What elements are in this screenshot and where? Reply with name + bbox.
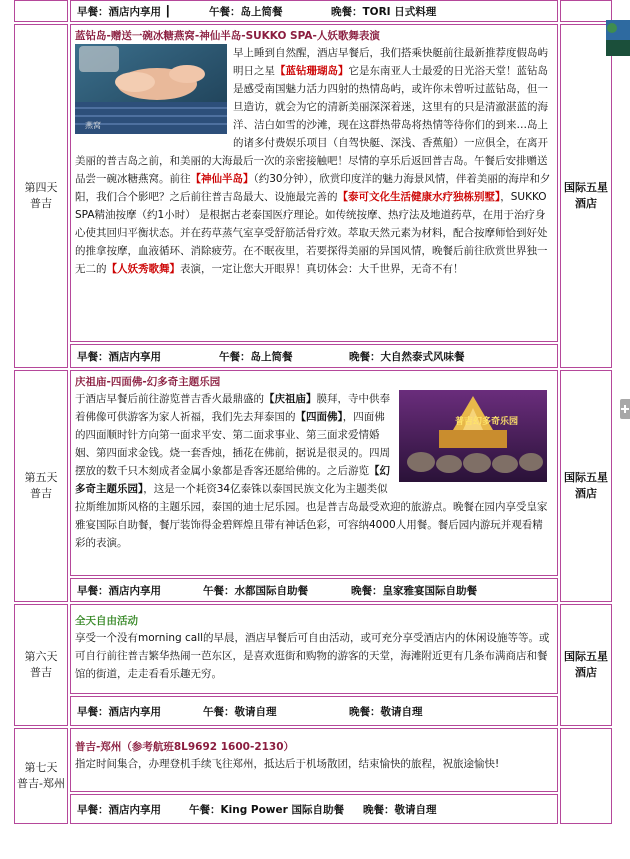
desc-part: ，SUKKO SPA精油按摩（约1小时） 是根据古老泰国医疗理论。如传统按摩、热疗法及地道药草，在用于治疗身心使其回归平衡状态。并在药草蒸气室享受舒筋活骨疗效。萃取天然元素为材料，配合按摩师恰到好处的推拿按摩，血液循环、消除疲劳。在不眠夜里，若要探得美丽的异国风情，晚餐后前往欣赏世界独一无二的 <box>75 191 548 275</box>
dinner-label: 晚餐：TORI 日式料理 <box>331 5 437 18</box>
day7-hotel-cell <box>560 728 612 824</box>
breakfast-label: 早餐：酒店内享用 <box>77 705 161 718</box>
day4-content <box>70 24 558 342</box>
day4-hotel-cell <box>560 24 612 368</box>
dinner-label: 晚餐：敬请自理 <box>363 803 437 816</box>
desc-part: ，这是一个耗资34亿泰铢以泰国民族文化为主题类似拉斯维加斯风格的主题乐园，泰国的迪士尼乐园。也是普吉岛最受欢迎的旅游点。晚餐在园内享受皇家雅宴国际自助餐，餐厅装饰得金碧辉煌且带有神话色彩，可容纳4000人用餐。餐后园内游玩并观看精彩的表演。 <box>75 483 548 549</box>
lunch-label: 午餐：水都国际自助餐 <box>203 584 308 597</box>
day6-meal-row <box>70 696 558 726</box>
day5-content <box>70 370 558 576</box>
day7-day-label: 第七天 普吉-郑州 <box>17 761 65 790</box>
bold-chalong-temple: 【庆祖庙】 <box>264 393 317 405</box>
lunch-label: 午餐：King Power 国际自助餐 <box>189 803 344 816</box>
lunch-label: 午餐：岛上简餐 <box>209 5 283 18</box>
day5-title: 庆祖庙-四面佛-幻多奇主题乐园 <box>75 376 221 388</box>
dinner-label: 晚餐：皇家雅宴国际自助餐 <box>351 584 477 597</box>
desc-part: 早上睡到自然醒，酒店早餐后，我们搭乘快艇前往最新推荐度假岛屿明日之星 <box>233 47 548 77</box>
day5-day-cell <box>14 370 68 602</box>
hotel-label: 国际五星酒店 <box>564 650 608 679</box>
hotel-label: 国际五星酒店 <box>564 181 608 210</box>
highlight-immortal-peninsula: 【神仙半岛】 <box>190 173 254 185</box>
hotel-label: 国际五星酒店 <box>564 471 608 500</box>
lunch-label: 午餐：敬请自理 <box>203 705 277 718</box>
photo-caption: 普吉幻多奇乐园 <box>455 416 519 426</box>
day4-meal-row <box>70 344 558 368</box>
day6-content <box>70 604 558 694</box>
day5-hotel-cell <box>560 370 612 602</box>
resort-photo-edge <box>606 20 630 56</box>
desc-part: 于酒店早餐后前往游览普吉香火最鼎盛的 <box>75 393 264 405</box>
highlight-spa-villa: 【泰可文化生活健康水疗独栋别墅】 <box>337 191 501 203</box>
day7-day-cell <box>14 728 68 824</box>
desc-part: 表演，一定让您大开眼界！真切体会：大千世界，无奇不有！ <box>180 263 464 275</box>
day6-day-cell <box>14 604 68 726</box>
day4-day-cell <box>14 24 68 368</box>
day7-description: 指定时间集合，办理登机手续飞往郑州，抵达后于机场散团，结束愉快的旅程，祝旅途愉快! <box>75 758 500 770</box>
day6-title: 全天自由活动 <box>75 615 138 627</box>
day7-title: 普吉-郑州（参考航班8L9692 1600-2130） <box>75 741 295 753</box>
day6-hotel-cell <box>560 604 612 726</box>
plus-icon <box>620 399 630 419</box>
day6-day-label: 第六天 普吉 <box>24 650 58 679</box>
day4-day-label: 第四天 普吉 <box>24 181 58 210</box>
day5-day-label: 第五天 普吉 <box>24 471 58 500</box>
bold-four-faced-buddha: 【四面佛】 <box>295 411 343 423</box>
desc-part: （约30分钟），欣赏印度洋的魅力海景风情，伴着美丽的海岸和夕阳，我们合个影吧？之后前往普吉岛最大、设施最完善的 <box>75 173 551 203</box>
dinner-label: 晚餐：大自然泰式风味餐 <box>349 350 465 363</box>
dinner-label: 晚餐：敬请自理 <box>349 705 423 718</box>
breakfast-label: 早餐：酒店内享用 <box>77 803 161 816</box>
desc-part: 膜拜，寺中供奉着佛像可供游客为家人祈福，我们先去拜泰国的 <box>75 393 390 423</box>
day6-description: 享受一个没有morning call的早晨，酒店早餐后可自由活动，或可充分享受酒店内的休闲设施等等。或可自行前往普吉繁华热闹一芭东区，是喜欢逛街和购物的游客的天堂，海滩附近更有几条布满商店和餐馆的街道，走走看看乐趣无穷。 <box>75 632 550 680</box>
desc-part: ，四面佛的四面顺时针方向第一面求平安、第二面求事业、第三面求爱情婚姻、第四面求金钱。烧一套香烛，插花在佛前，据说是很灵的。四周摆放的数千只木刻成者金属小象都是香客还愿给佛的。之后游览 <box>75 411 390 477</box>
day3-meal-row <box>70 0 558 22</box>
breakfast-label: 早餐：酒店内享用 <box>77 584 161 597</box>
side-expand-tab[interactable] <box>620 399 630 419</box>
day4-title: 蓝钻岛-赠送一碗冰糖燕窝-神仙半岛-SUKKO SPA-人妖歌舞表演 <box>75 30 380 42</box>
fantasea-park-photo <box>399 390 547 482</box>
spa-massage-photo <box>75 44 227 134</box>
day7-content <box>70 728 558 792</box>
highlight-blue-diamond-island: 【蓝钻珊瑚岛】 <box>275 65 349 77</box>
day5-meal-row <box>70 578 558 602</box>
highlight-ladyboy-show: 【人妖秀歌舞】 <box>106 263 180 275</box>
day7-meal-row <box>70 794 558 824</box>
desc-part: 它是东南亚人士最爱的日光浴天堂！蓝钻岛是感受南国魅力活力四射的热情岛屿，或许你未曾听过蓝钻岛，但一旦造访，就会为它的清新美丽深深着迷，这里有的只是清澈湛蓝的海洋、洁白如雪的沙滩，现在这群热带岛将热情等待你们的到来…岛上的诸多付费娱乐项目（自驾快艇、深浅、香蕉船）一应俱全，在离开美丽的普吉岛之前，和美丽的大海最后一次的亲密接触吧！尽情的享乐后返回普吉岛。午餐后安排赠送品尝一碗冰糖燕窝。前往 <box>75 65 548 185</box>
lunch-label: 午餐：岛上简餐 <box>219 350 293 363</box>
bold-fantasea-park: 【幻多奇主题乐园】 <box>75 465 390 495</box>
breakfast-label: 早餐：酒店内享用 ┃ <box>77 5 171 18</box>
breakfast-label: 早餐：酒店内享用 <box>77 350 161 363</box>
day3-day-cell <box>14 0 68 22</box>
photo-caption: 燕窝 <box>85 121 101 130</box>
day3-hotel-cell <box>560 0 612 22</box>
